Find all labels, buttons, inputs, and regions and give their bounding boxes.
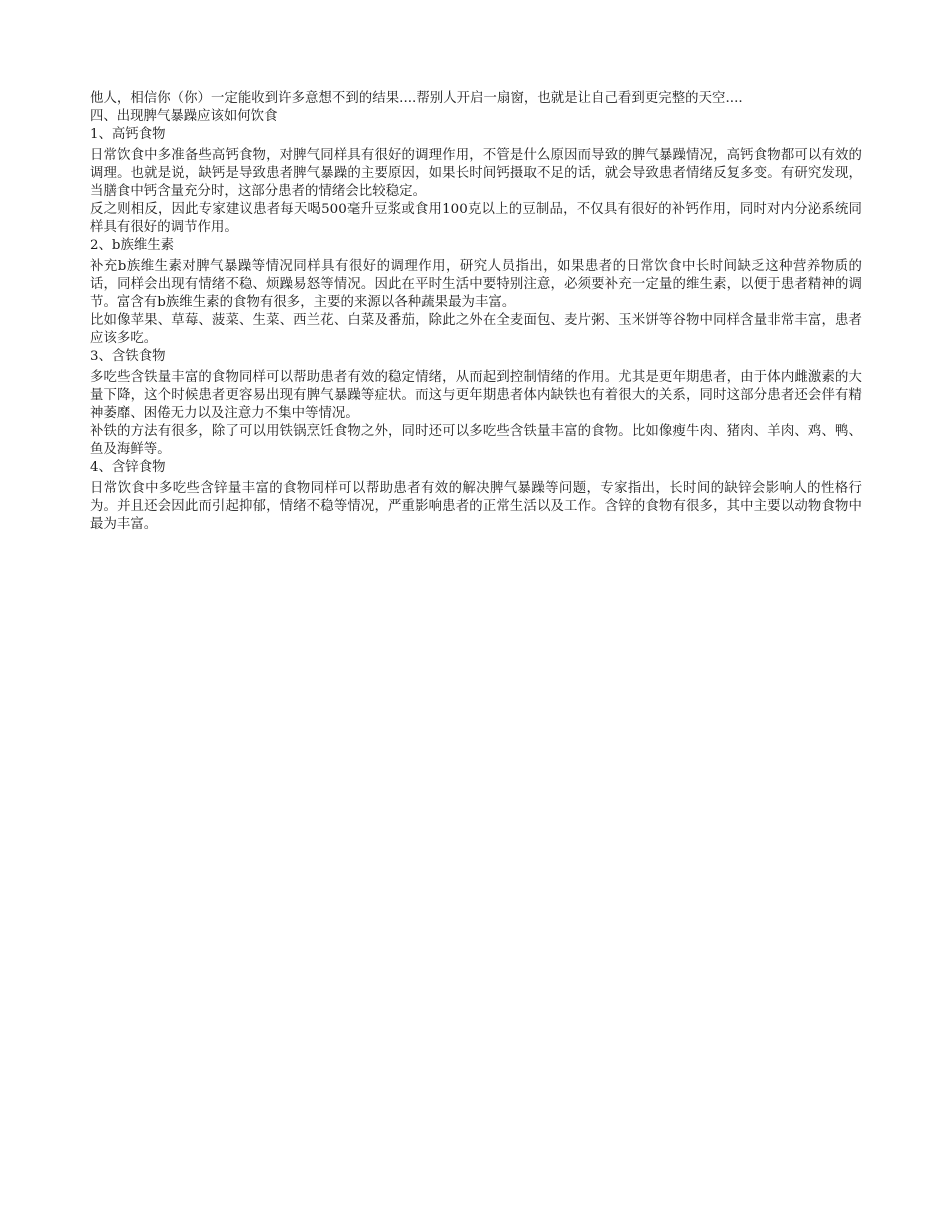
paragraph-vitamin-b-1: 补充b族维生素对脾气暴躁等情况同样具有很好的调理作用，研究人员指出，如果患者的日常饮食中长时间缺乏这种营养物质的话，同样会出现有情绪不稳、烦躁易怒等情况。因此在平时生活中要特别注意，必须要补充一定量的维生素，以便于患者精神的调节。富含有b族维生素的食物有很多，主要的来源以各种蔬果最为丰富。 — [90, 259, 862, 310]
subheading-calcium: 1、高钙食物 — [90, 127, 166, 142]
subheading-iron: 3、含铁食物 — [90, 349, 166, 364]
paragraph-iron-2: 补铁的方法有很多，除了可以用铁锅烹饪食物之外，同时还可以多吃些含铁量丰富的食物。比如像瘦牛肉、猪肉、羊肉、鸡、鸭、鱼及海鲜等。 — [90, 424, 862, 457]
paragraph-vitamin-b-2: 比如像苹果、草莓、菠菜、生菜、西兰花、白菜及番茄，除此之外在全麦面包、麦片粥、玉米饼等谷物中同样含量非常丰富，患者应该多吃。 — [90, 313, 862, 346]
paragraph-calcium-1: 日常饮食中多准备些高钙食物，对脾气同样具有很好的调理作用，不管是什么原因而导致的脾气暴躁情况，高钙食物都可以有效的调理。也就是说，缺钙是导致患者脾气暴躁的主要原因，如果长时间钙摄取不足的话，就会导致患者情绪反复多变。有研究发现，当膳食中钙含量充分时，这部分患者的情绪会比较稳定。 — [90, 148, 862, 199]
subheading-vitamin-b: 2、b族维生素 — [90, 238, 175, 253]
subheading-zinc: 4、含锌食物 — [90, 460, 166, 475]
paragraph-calcium-2: 反之则相反，因此专家建议患者每天喝500毫升豆浆或食用100克以上的豆制品，不仅具有很好的补钙作用，同时对内分泌系统同样具有很好的调节作用。 — [90, 202, 862, 235]
intro-paragraph: 他人，相信你（你）一定能收到许多意想不到的结果....帮别人开启一扇窗，也就是让自己看到更完整的天空.... — [90, 91, 743, 106]
document-page — [90, 90, 862, 534]
paragraph-iron-1: 多吃些含铁量丰富的食物同样可以帮助患者有效的稳定情绪，从而起到控制情绪的作用。尤其是更年期患者，由于体内雌激素的大量下降，这个时候患者更容易出现有脾气暴躁等症状。而这与更年期患者体内缺铁也有着很大的关系，同时这部分患者还会伴有精神萎靡、困倦无力以及注意力不集中等情况。 — [90, 370, 862, 421]
section-title: 四、出现脾气暴躁应该如何饮食 — [90, 109, 278, 124]
paragraph-zinc-1: 日常饮食中多吃些含锌量丰富的食物同样可以帮助患者有效的解决脾气暴躁等问题，专家指出，长时间的缺锌会影响人的性格行为。并且还会因此而引起抑郁，情绪不稳等情况，严重影响患者的正常生活以及工作。含锌的食物有很多，其中主要以动物食物中最为丰富。 — [90, 481, 862, 532]
